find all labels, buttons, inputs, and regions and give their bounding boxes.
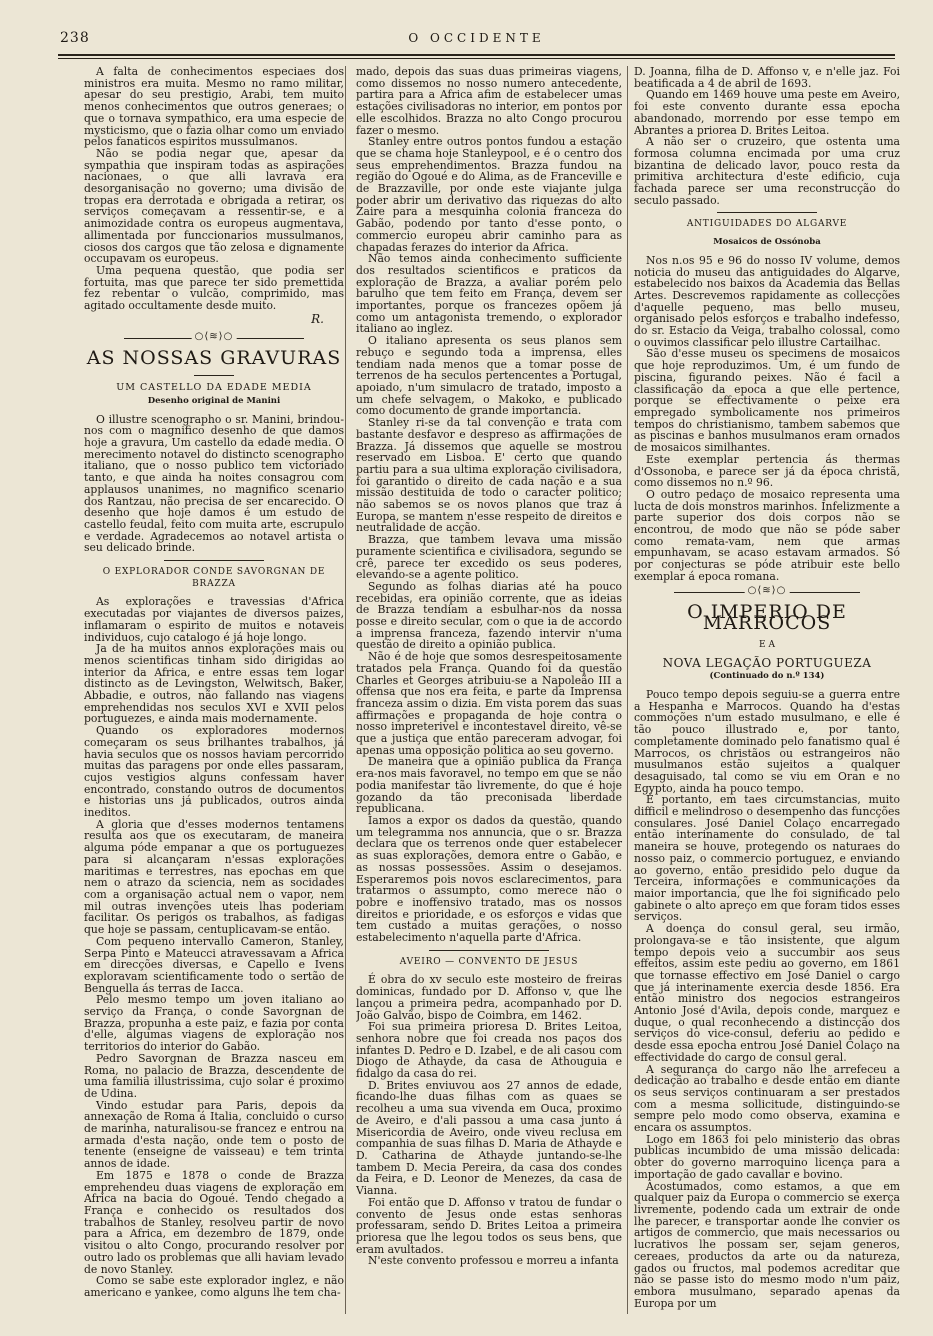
column-2 — [356, 66, 622, 1316]
section-title: O IMPERIO DE MARROCOS — [687, 600, 847, 635]
paragraph: É obra do xv seculo este mosteiro de freiras dominicas, fundado por D. Affonso v, que lhe lançou a primeira pedra, acompanhado por D. João Galvão, bispo de Coimbra, em 1462. — [356, 973, 622, 1022]
column-1 — [84, 66, 344, 1316]
paragraph: Uma pequena questão, que podia ser fortuita, mas que parece ter sido premettida fez rebentar o vulcão, comprimido, mas agitado occultamente desde muito. — [84, 263, 344, 313]
article-caption: Mosaicos de Ossónoba — [713, 237, 821, 248]
paragraph: A não ser o cruzeiro, que ostenta uma formosa columna encimada por uma cruz bizantina de delicado lavor, pouco resta da primitiva architectura d'este edificio, cuja fachada parece ser uma reconstrucção do seculo passado. — [634, 135, 900, 207]
paragraph: Pedro Savorgnan de Brazza nasceu em Roma, no palacio de Brazza, descendente de uma familia illustrissima, cujo solar é proximo de Udina. — [84, 1051, 344, 1100]
paragraph: A segurança do cargo não lhe arrefeceu a dedicação ao trabalho e desde então em diante os seus serviços continuaram a ser prestados com a mesma sollicitude, distinguindo-se sempre pelo modo como observa, examina e encara os assumptos. — [634, 1062, 900, 1135]
paragraph: A gloria que d'esses modernos tentamens resulta aos que os executaram, de maneira alguma póde empanar a que os portuguezes para si alcançaram n'essas explorações maritimas e terrestres, nas epochas em que nem o atrazo da sciencia, nem as socidades com a organisação actual nem o vapor, nem mil outras invenções uteis lhas poderiam facilitar. Os perigos os trabalhos, as fadigas que hoje se passam, centuplicavam-se então. — [84, 817, 344, 937]
ornament-separator: ○⟨≋⟩○ — [634, 583, 900, 601]
paragraph: Quando os exploradores modernos começaram os seus brilhantes trabalhos, já havia seculos que os nossos haviam percorrido muitas das paragens por onde elles passaram, cujos vestigios alguns confessam haver encontrado, constando outros de documentos e historias uns já publicados, outros ainda ineditos. — [84, 724, 344, 820]
column-divider-1 — [345, 66, 346, 1314]
page-header — [60, 30, 893, 54]
title-conjunction: E A — [759, 639, 775, 650]
short-rule — [194, 375, 234, 376]
paragraph: As explorações e travessias d'Africa executadas por viajantes de diversos paizes, inflamaram o espirito de muitos e notaveis individuos, cujo catalogo é já hoje longo. — [84, 595, 344, 644]
paragraph: O illustre scenographo o sr. Manini, brindou-nos com o magnifico desenho de que damos hoje a gravura, Um castello da edade media. O merecimento notavel do distincto scenographo italiano, que o nosso publico tem victoriado tanto, e que ainda ha noites consagrou com applausos unanimes, no magnifico scenario dos Rantzau, não precisa de ser encarecido. O desenho que hoje damos é um estudo de castello feudal, feito com muita arte, escrupulo e verdade. Agradecemos ao notavel artista o seu delicado brinde. — [84, 412, 344, 555]
paragraph: mado, depois das suas duas primeiras viagens, como dissemos no nosso numero antecedente, partira para a Africa afim de estabelecer umas estações civilisadoras no interior, em pontos por elle escolhidos. Brazza no alto Congo procurou fazer o mesmo. — [356, 66, 622, 137]
paragraph: Não se podia negar que, apesar da sympathia que inspiram todas as aspirações nacionaes, o que alli lavrava era desorganisação no governo; uma divisão de tropas era derrotada e obrigada a retirar, os serviços começavam a ressentir-se, e a animozidade contra os europeus augmentava, allimentada por funccionarios mussulmanos, ciosos dos cargos que tão zelosa e dignamente occupavam os europeus. — [84, 146, 344, 266]
journal-title: O OCCIDENTE — [408, 31, 545, 45]
article-title: ANTIGUIDADES DO ALGARVE — [686, 219, 848, 230]
author-signature: R. — [311, 311, 324, 326]
paragraph: Foi sua primeira prioresa D. Brites Leitoa, senhora nobre que foi creada nos paços dos infantes D. Pedro e D. Izabel, e de ali casou com Diogo de Athayde, da casa de Athouguia e fidalgo da casa do rei. — [356, 1020, 622, 1081]
page-number: 238 — [60, 30, 90, 46]
paragraph: D. Joanna, filha de D. Affonso v, e n'elle jaz. Foi beatificada a 4 de abril de 1693. — [634, 66, 900, 90]
section-subtitle: NOVA LEGAÇÃO PORTUGUEZA — [662, 655, 872, 670]
paragraph: Quando em 1469 houve uma peste em Aveiro, foi este convento durante essa epocha abandonado, morrendo por esse tempo em Abrantes a priorea D. Brites Leitoa. — [634, 88, 900, 137]
paragraph: O italiano apresenta os seus planos sem rebuço e segundo toda a imprensa, elles tendiam nada menos que a tomar posse de terrenos de ha seculos pertencentes a Portugal, apoiado, n'um simulacro de tratado, imposto a um chefe selvagem, o Makoko, e publicado como documento de grande importancia. — [356, 334, 622, 418]
paragraph: Acostumados, como estamos, a que em qualquer paiz da Europa o commercio se exerça livremente, podendo cada um extrair de onde lhe parecer, e transportar aonde lhe convier os artigos de commercio, que mais necessarios ou lucrativos lhe possam ser, sejam generos, cereaes, productos da arte ou da natureza, gados ou fructos, mal podemos acreditar que não se passe isto do mesmo modo n'um paiz, embora musulmano, separado apenas da Europa por um — [634, 1179, 900, 1310]
paragraph: Logo em 1863 foi pelo ministerio das obras publicas incumbido de uma missão delicada: obter do governo marroquino licença para a importação de gado cavallar e bovino. — [634, 1132, 900, 1181]
article-title: UM CASTELLO DA EDADE MEDIA — [116, 382, 312, 394]
column-divider-2 — [627, 66, 628, 1314]
paragraph: Stanley entre outros pontos fundou a estação que se chama hoje Stanleypool, e é o centro dos seus emprehendimentos. Brazza fundou na região do Ogoué e do Alima, as de Franceville e de Brazzaville, por onde este viajante julga poder abrir um derivativo das riquezas do alto Zaire para a mesquinha colonia franceza do Gabão, podendo por tanto d'esse ponto, o commercio europeu abrir caminho para as chapadas ferazes do interior da Africa. — [356, 135, 622, 254]
short-rule — [429, 950, 549, 951]
short-rule — [717, 212, 817, 213]
paragraph: De maneira que a opinião publica da França era-nos mais favoravel, no tempo em que se não podia manifestar tão livremente, do que é hoje gozando da tão preconisada liberdade republicana. — [356, 755, 622, 816]
paragraph: Não temos ainda conhecimento sufficiente dos resultados scientificos e praticos da exploração de Brazza, a avaliar porém pelo barulho que tem feito em França, devem ser importantes, porque os francezes opõem já como um antagonista tremendo, o explorador italiano ao inglez. — [356, 252, 622, 336]
article-title: O EXPLORADOR CONDE SAVORGNAN DE BRAZZA — [102, 567, 326, 589]
paragraph: A doença do consul geral, seu irmão, prolongava-se e tão insistente, que algum tempo depois veio a succumbir aos seus effeitos, assim este pediu ao governo, em 1861 que tornasse effectivo em José Daniel o cargo que já interinamente exercia desde 1856. Era então ministro dos negocios estrangeiros Antonio José d'Avila, depois conde, marquez e duque, o qual reconhecendo a distincção dos serviços do vice-consul, deferiu ao pedido e desde essa epocha entrou José Daniel Colaço na effectividade do cargo de consul geral. — [634, 922, 900, 1064]
paragraph: Segundo as folhas diarias até ha pouco recebidas, era opinião corrente, que as ideias de Brazza tendiam a esbulhar-nos da nossa posse e direito secular, com o que ia de accordo a imprensa franceza, fazendo intervir n'uma questão de direito a opinião publica. — [356, 579, 622, 652]
paragraph: D. Brites enviuvou aos 27 annos de edade, ficando-lhe duas filhas com as quaes se recolheu a uma sua vivenda em Ouca, proximo de Aveiro, e d'ali passou a uma casa junto á Misericordia de Aveiro, onde viveu reclusa em companhia de suas filhas D. Maria de Athayde e D. Catharina de Athayde juntando-se-lhe tambem D. Mecia Pereira, da casa dos condes da Feira, e D. Leonor de Menezes, da casa de Vianna. — [356, 1078, 622, 1198]
paragraph: Brazza, que tambem levava uma missão puramente scientifica e civilisadora, segundo se crê, parece ter excedido os seus poderes, elevando-se a agente politico. — [356, 533, 622, 582]
article-caption: (Continuado do n.º 134) — [709, 671, 825, 682]
short-rule — [164, 560, 264, 561]
article-title: AVEIRO — CONVENTO DE JESUS — [399, 956, 579, 967]
paragraph: Ja de ha muitos annos explorações mais ou menos scientificas tinham sido dirigidas ao interior da Africa, e entre essas tem logar distincto as de Levingston, Welwitsch, Baker, Abbadie, e outros, não fallando nas viagens emprehendidas nos seculos XVI e XVII pelos portuguezes, e ainda mais modernamente. — [84, 642, 344, 726]
paragraph: Pouco tempo depois seguiu-se a guerra entre a Hespanha e Marrocos. Quando ha d'estas commoções n'um estado musulmano, e elle é tão pouco illustrado e, por tanto, completamente dominado pelo fanatismo qual é Marrocos, os christãos ou estrangeiros não musulmanos estão sujeitos a qualquer desaguisado, tal como se viu em Oran e no Egypto, ainda ha pouco tempo. — [634, 688, 900, 795]
article-caption: Desenho original de Manini — [147, 395, 281, 406]
paragraph: Não é de hoje que somos desrespeitosamente tratados pela França. Quando foi da questão Charles et Georges atribuiu-se a Napoleão III a offensa que nos era feita, e parte da Imprensa franceza assim o dizia. Em vista porem das suas affirmações e propaganda de hoje contra o nosso impreterivel e incontestavel direito, vê-se que a justiça que então pareceram advogar, foi apenas uma opposição politica ao seu governo. — [356, 650, 622, 757]
section-title: AS NOSSAS GRAVURAS — [86, 347, 342, 370]
paragraph: Nos n.os 95 e 96 do nosso IV volume, demos noticia do museu das antiguidades do Algarve, estabelecido nos baixos da Academia das Bellas Artes. Descrevemos rapidamente as collecções d'aquelle pequeno, mas bello museu, organisado pelos esforços e trabalho indefesso, do sr. Estacio da Veiga, trabalho colossal, como o ouvimos classificar pelo illustre Cartailhac. — [634, 253, 900, 349]
paragraph: São d'esse museu os specimens de mosaicos que hoje reproduzimos. Um, é um fundo de piscina, figurando peixes. Não é facil a classificação da epoca a que elle pertence, porque se effectivamente o peixe era empregado symbolicamente nos primeiros tempos do christianismo, tambem sabemos que as piscinas e banhos musulmanos eram ornados de mosaicos similhantes. — [634, 347, 900, 455]
paragraph: N'este convento professou e morreu a infanta — [368, 1254, 619, 1268]
paragraph: Em 1875 e 1878 o conde de Brazza emprehendeu duas viagens de exploração em Africa na bacia do Ogoué. Tendo chegado a França e conhecido os resultados dos trabalhos de Stanley, resolveu partir de novo para a Africa, em dezembro de 1879, onde visitou o alto Congo, procurando resolver por outro lado os problemas que alli haviam levado de novo Stanley. — [84, 1168, 344, 1276]
column-3 — [634, 66, 900, 1316]
paragraph: Pelo mesmo tempo um joven italiano ao serviço da França, o conde Savorgnan de Brazza, propunha a este paiz, e fazia por conta d'elle, algumas viagens de exploração nos territorios do interior do Gabão. — [84, 993, 344, 1054]
paragraph: O outro pedaço de mosaico representa uma lucta de dois monstros marinhos. Infelizmente a parte superior dos dois corpos não se encontrou, de modo que não se póde saber como remata-vam, nem que armas empunhavam, se acaso estavam armados. Só por conjecturas se póde atribuir este bello exemplar á epoca romana. — [634, 487, 900, 583]
paragraph: Este exemplar pertencia ás thermas d'Ossonoba, e parece ser já da época christã, como dissemos no n.º 96. — [634, 452, 900, 490]
ornament-separator: ○⟨≋⟩○ — [84, 329, 344, 347]
paragraph: Com pequeno intervallo Cameron, Stanley, Serpa Pinto e Mateucci atravessavam a Africa em direcções diversas, e Capello e Ivens exploravam scientificamente todo o sertão de Benguella ás terras de Iacca. — [84, 934, 344, 995]
paragraph: Como se sabe este explorador inglez, e não americano e yankee, como alguns lhe tem cha- — [84, 1274, 344, 1299]
paragraph: Stanley ri-se da tal convenção e trata com bastante desfavor e despreso as affirmações de Brazza. Já dissemos que aquelle se mostrou reservado em Lisboa. E' certo que quando partiu para a sua ultima exploração civilisadora, foi garantido o direito de cada nação e a sua missão destituida de todo o caracter politico; não sabemos se os novos planos que traz á Europa, se mantem n'esse respeito de direitos e neutralidade de acção. — [356, 416, 622, 535]
paragraph: Foi então que D. Affonso v tratou de fundar o convento de Jesus onde estas senhoras professaram, sendo D. Brites Leitoa a primeira prioresa que lhe legou todos os seus bens, que eram avultados. — [356, 1195, 622, 1256]
paragraph: É portanto, em taes circumstancias, muito difficil e melindroso o desempenho das funcções consulares. José Daniel Colaço encarregado então interinamente do consulado, de tal maneira se houve, protegendo os naturaes do nosso paiz, o commercio portuguez, e enviando ao governo, então presidido pelo duque da Terceira, informações e communicações da maior importancia, que lhe foi significado pelo gabinete o alto apreço em que foram tidos esses serviços. — [634, 793, 900, 924]
header-rule — [58, 54, 895, 59]
paragraph: A falta de conhecimentos especiaes dos ministros era muita. Mesmo no ramo militar, apesar do seu prestigio, Arabi, tem muito menos conhecimentos que outros generaes; o que o tornava sympathico, era uma especie de mysticismo, que o fazia olhar como um enviado pelos fanaticos espiritos mussulmanos. — [84, 66, 344, 149]
paragraph: Vindo estudar para Paris, depois da annexação de Roma á Italia, concluido o curso de marinha, naturalisou-se francez e entrou na armada d'esta nação, onde tem o posto de tenente (enseigne de vaisseau) e tem trinta annos de idade. — [84, 1098, 344, 1171]
paragraph: Iamos a expor os dados da questão, quando um telegramma nos annuncia, que o sr. Brazza declara que os terrenos onde quer estabelecer as suas explorações, demora entre o Gabão, e as nossas possessões. Assim o desejamos. Esperaremos pois novos esclarecimentos, para tratarmos o assumpto, como merece não o pobre e inoffensivo tratado, mas os nossos direitos e prioridade, e os esforços e vidas que tem custado a muitas gerações, o nosso estabelecimento n'aquella parte d'Africa. — [356, 814, 622, 945]
